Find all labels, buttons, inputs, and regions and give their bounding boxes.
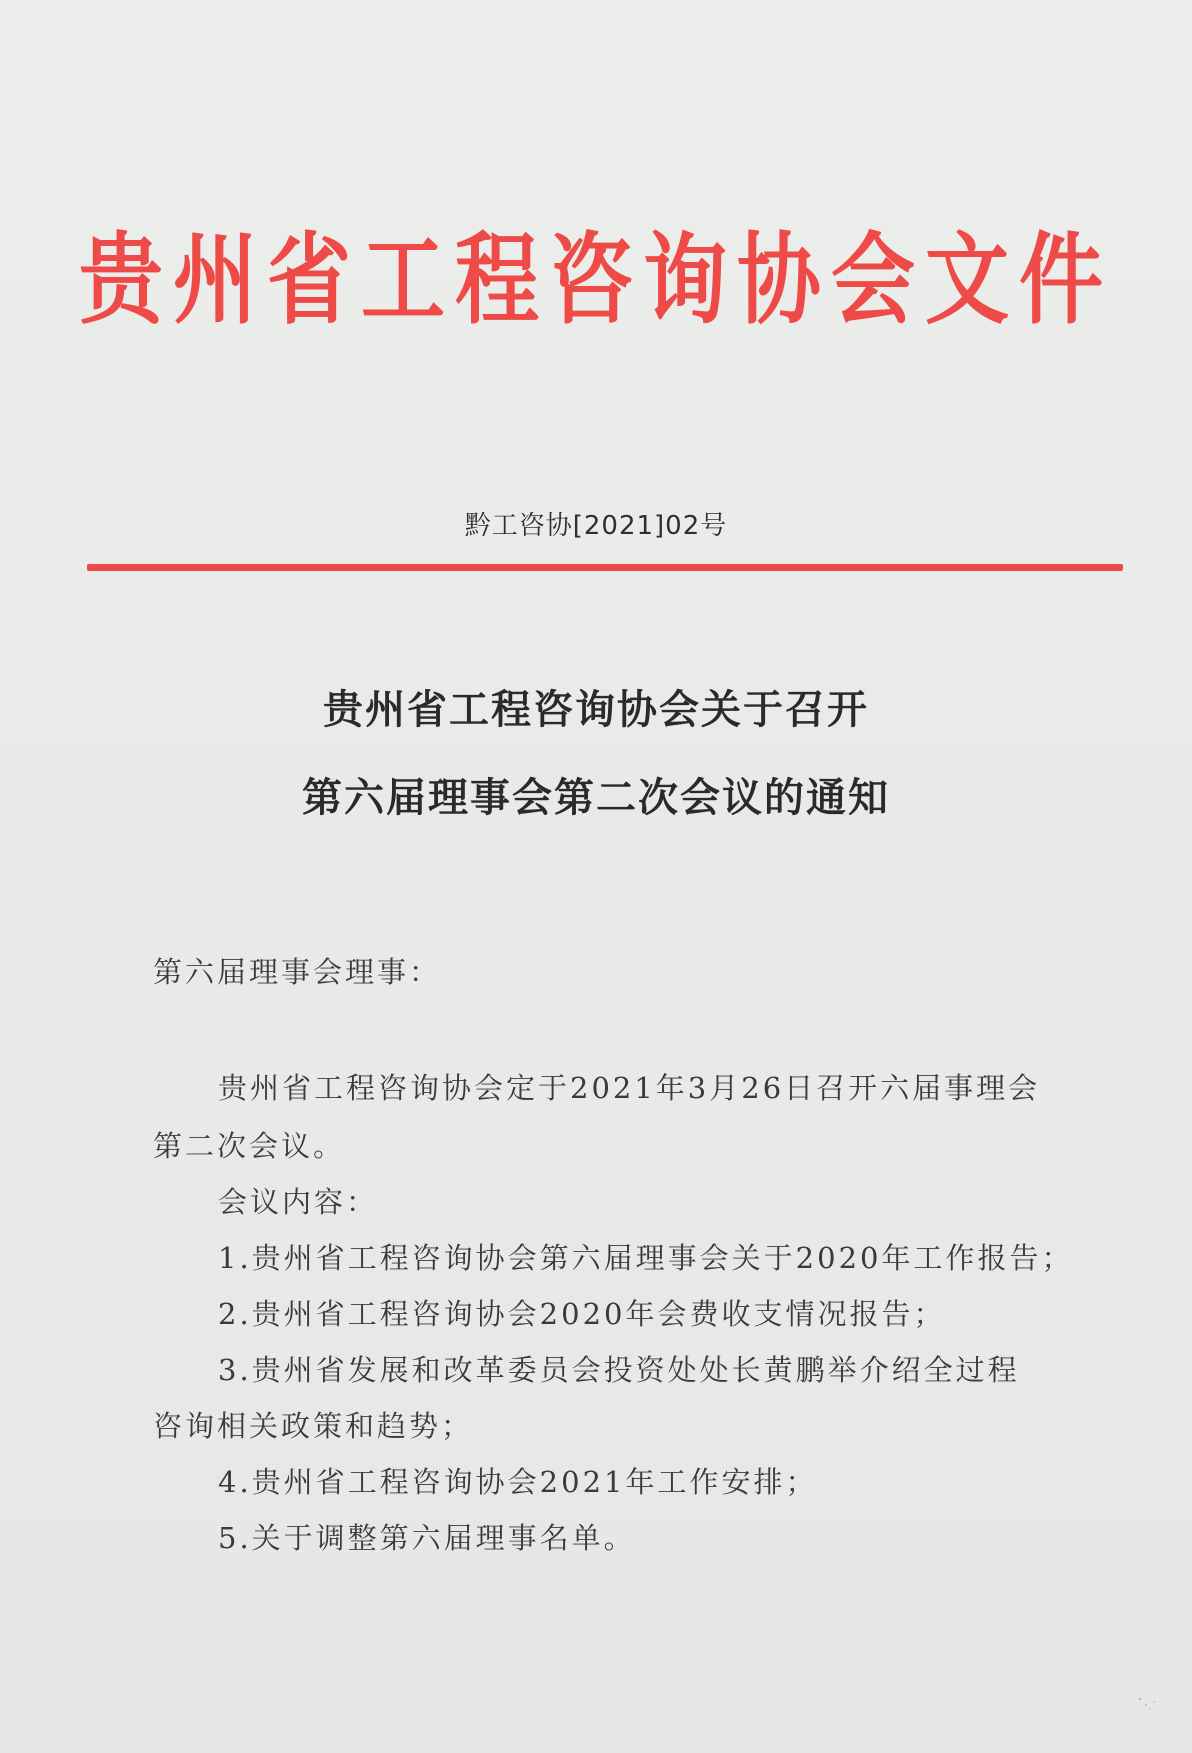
- document-title-line-1: 贵州省工程咨询协会关于召开: [323, 687, 869, 733]
- agenda-heading: 会议内容：: [218, 1185, 379, 1219]
- salutation: 第六届理事会理事：: [153, 955, 442, 989]
- agenda-item-3-line-2: 咨询相关政策和趋势；: [153, 1409, 474, 1443]
- agenda-item-3-line-1: 3.贵州省发展和改革委员会投资处处长黄鹏举介绍全过程: [218, 1353, 1020, 1387]
- agenda-item-1: 1.贵州省工程咨询协会第六届理事会关于2020年工作报告；: [218, 1241, 1074, 1275]
- paragraph-1-line-1: 贵州省工程咨询协会定于2021年3月26日召开六届事理会: [218, 1071, 1041, 1105]
- red-divider-line: [87, 564, 1123, 571]
- document-number: 黔工咨协[2021]02号: [464, 511, 728, 541]
- document-title-line-2: 第六届理事会第二次会议的通知: [302, 775, 890, 821]
- org-header-title: 贵州省工程咨询协会文件: [78, 221, 1113, 338]
- paragraph-1-line-2: 第二次会议。: [153, 1129, 346, 1163]
- agenda-item-2: 2.贵州省工程咨询协会2020年会费收支情况报告；: [218, 1297, 946, 1331]
- scan-speck-mark: [1132, 1693, 1162, 1713]
- agenda-item-4: 4.贵州省工程咨询协会2021年工作安排；: [218, 1465, 818, 1499]
- agenda-item-5: 5.关于调整第六届理事名单。: [218, 1521, 636, 1555]
